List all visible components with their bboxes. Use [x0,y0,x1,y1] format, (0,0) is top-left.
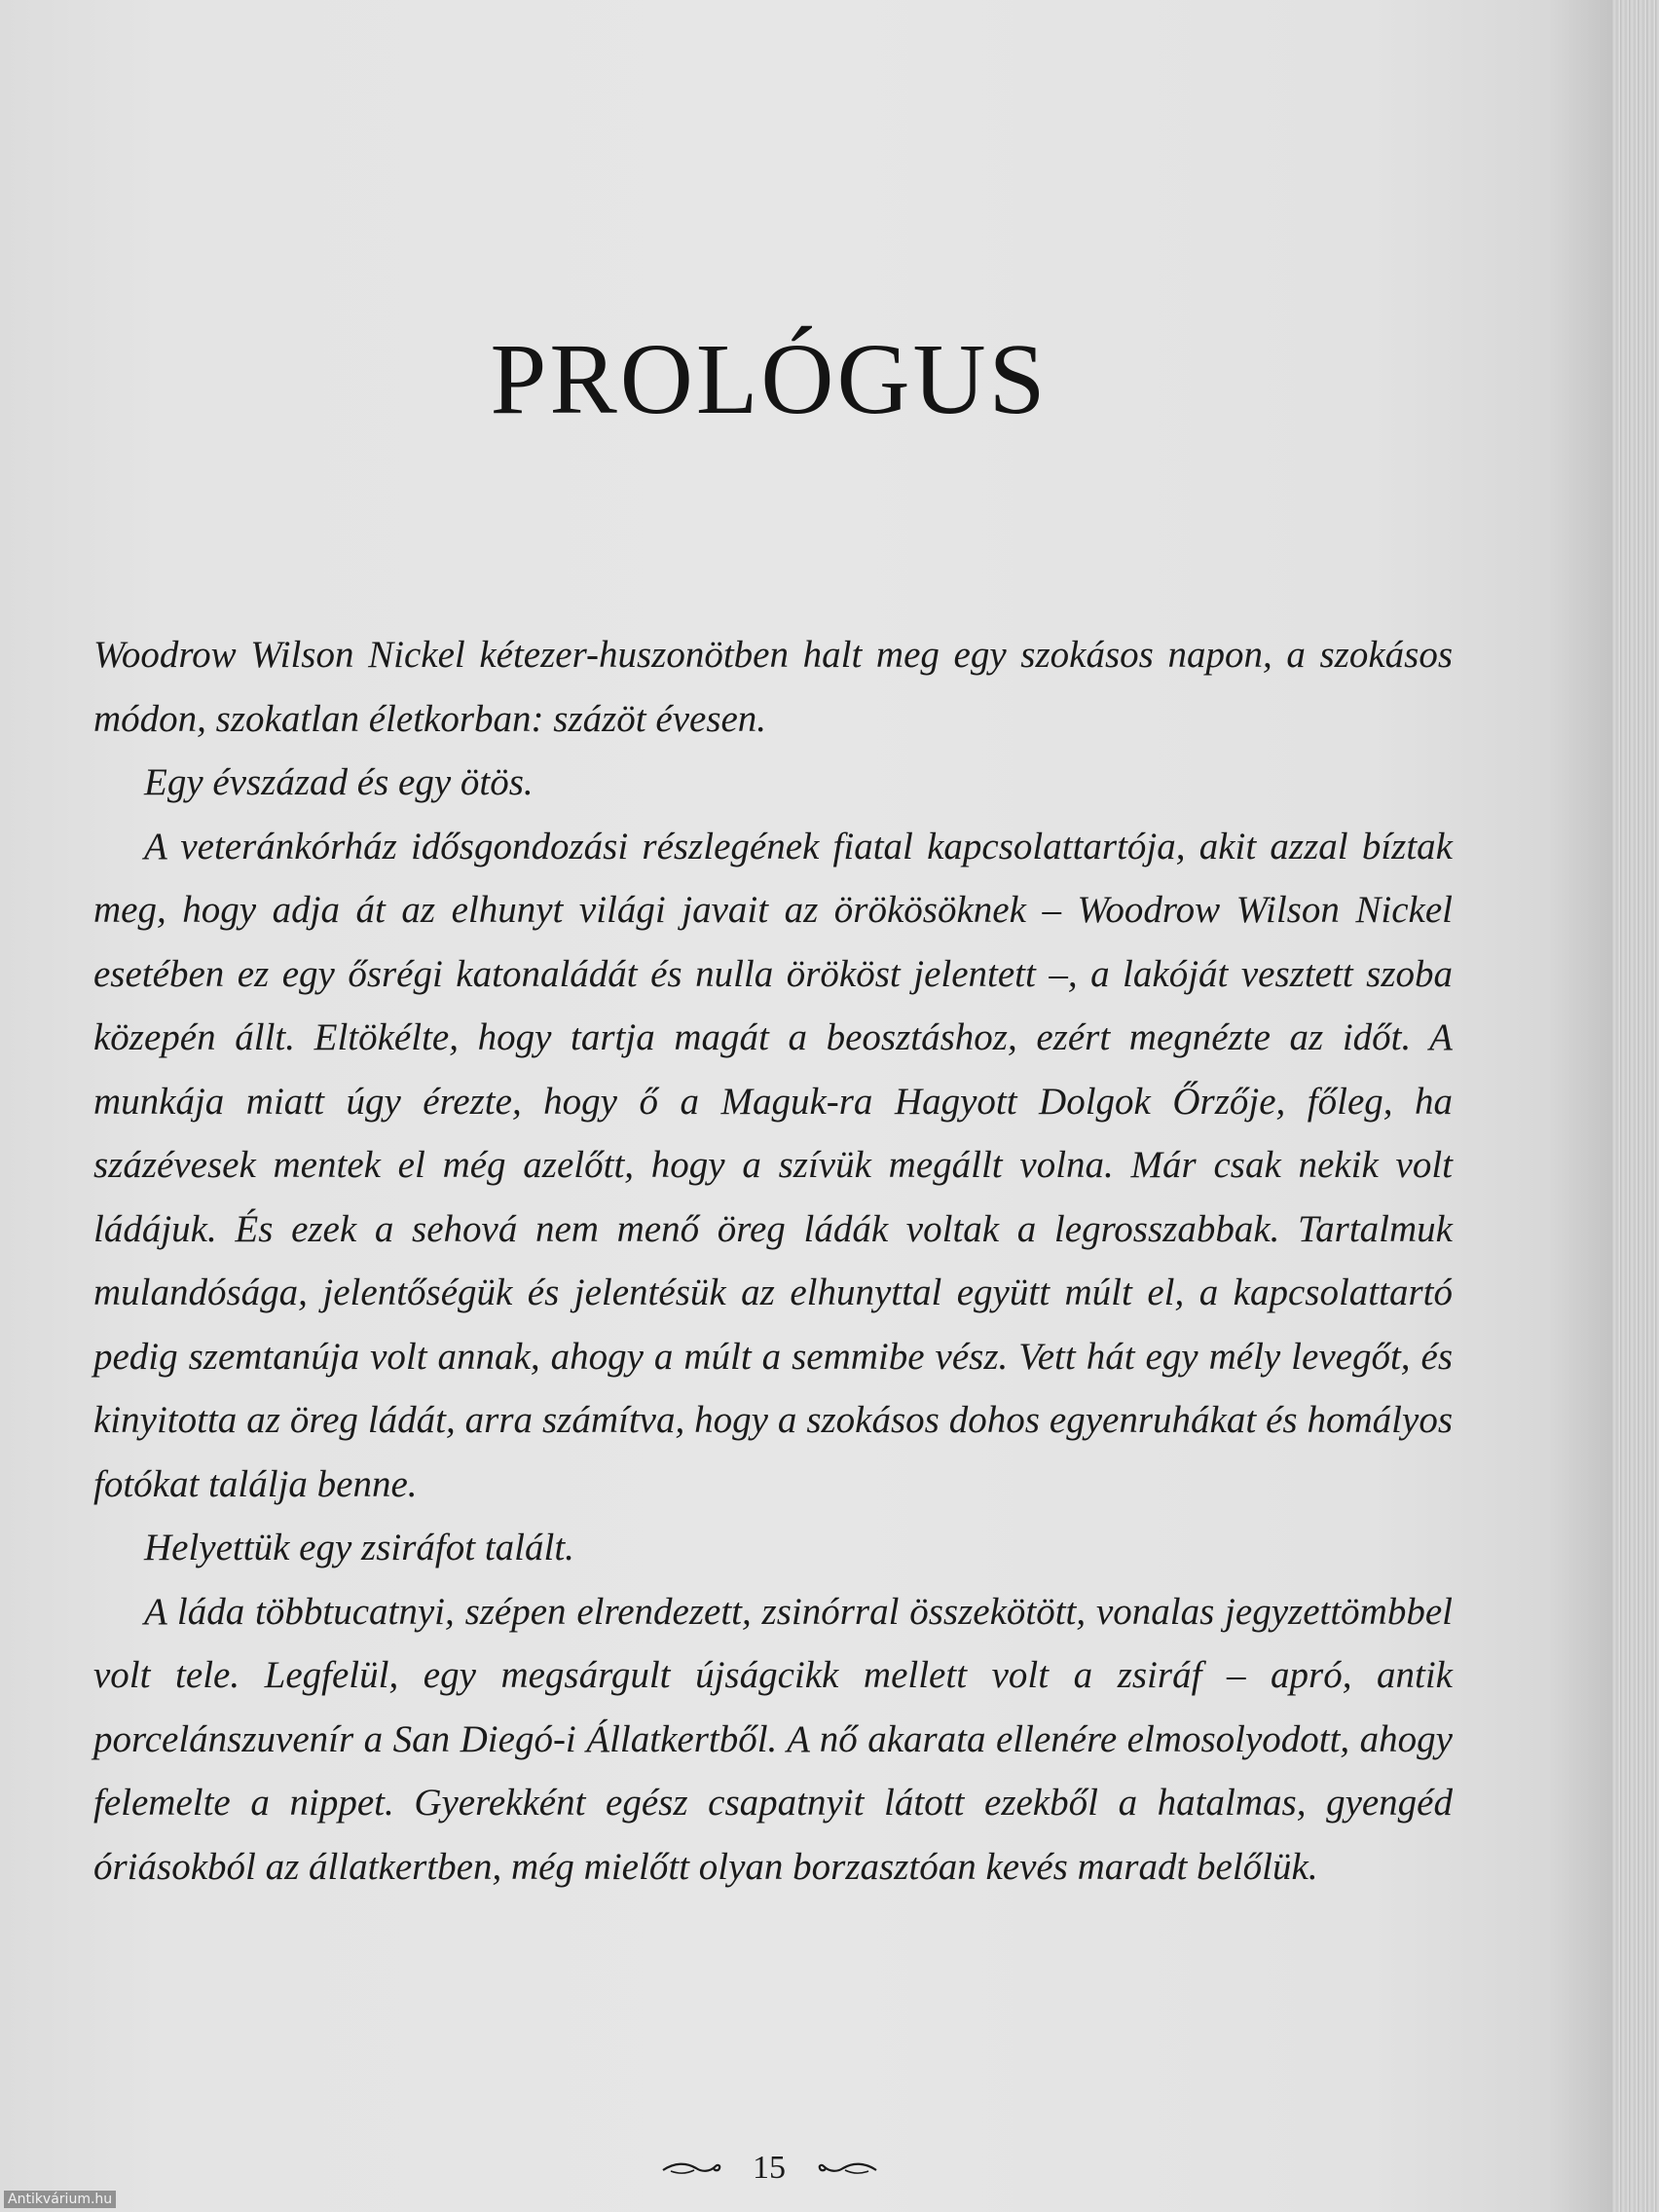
body-text [93,623,1453,1899]
page-edges [1611,0,1659,2212]
chapter-title: PROLÓGUS [490,323,1049,435]
paragraph: Woodrow Wilson Nickel kétezer-huszonötben halt meg egy szokásos napon, a szokásos módon, szokatlan életkorban: százöt évesen. [93,634,1453,740]
paragraph: Helyettük egy zsiráfot talált. [144,1527,574,1568]
paragraph: A veteránkórház idősgondozási részlegének fiatal kapcsolattartója, akit azzal bíztak meg, hogy adja át az elhunyt világi javait az örökösöknek – Woodrow Wilson Nickel esetében ez egy ősrégi katonaládát és nulla örököst jelentett –, a lakóját vesztett szoba közepén állt. Eltökélte, hogy tartja magát a beosztáshoz, ezért megnézte az időt. A munkája miatt úgy érezte, hogy ő a Maguk-ra Hagyott Dolgok Őrzője, főleg, ha százévesek mentek el még azelőtt, hogy a szívük megállt volna. Már csak nekik volt ládájuk. És ezek a sehová nem menő öreg ládák voltak a legrosszabbak. Tartalmuk mulandósága, jelentőségük és jelentésük az elhunyttal együtt múlt el, a kapcsolattartó pedig szemtanúja volt annak, ahogy a múlt a semmibe vész. Vett hát egy mély levegőt, és kinyitotta az öreg ládát, arra számítva, hogy a szokásos dohos egyenruhákat és homályos fotókat találja benne. [93,825,1453,1505]
page-footer [0,2148,1538,2187]
right-ornament-icon [816,2150,878,2187]
page-shadow [1548,0,1611,2212]
left-ornament-icon [661,2150,723,2187]
watermark: Antikvárium.hu [4,2191,116,2208]
paragraph: A láda többtucatnyi, szépen elrendezett, zsinórral összekötött, vonalas jegyzettömbbel volt tele. Legfelül, egy megsárgult újságcikk mellett volt a zsiráf – apró, antik porcelánszuvenír a San Diegó-i Állatkertből. A nő akarata ellenére elmosolyodott, ahogy felemelte a nippet. Gyerekként egész csapatnyit látott ezekből a hatalmas, gyengéd óriásokból az állatkertben, még mielőtt olyan borzasztóan kevés maradt belőlük. [93,1590,1453,1888]
page-number: 15 [753,2150,786,2187]
paragraph: Egy évszázad és egy ötös. [144,761,534,803]
